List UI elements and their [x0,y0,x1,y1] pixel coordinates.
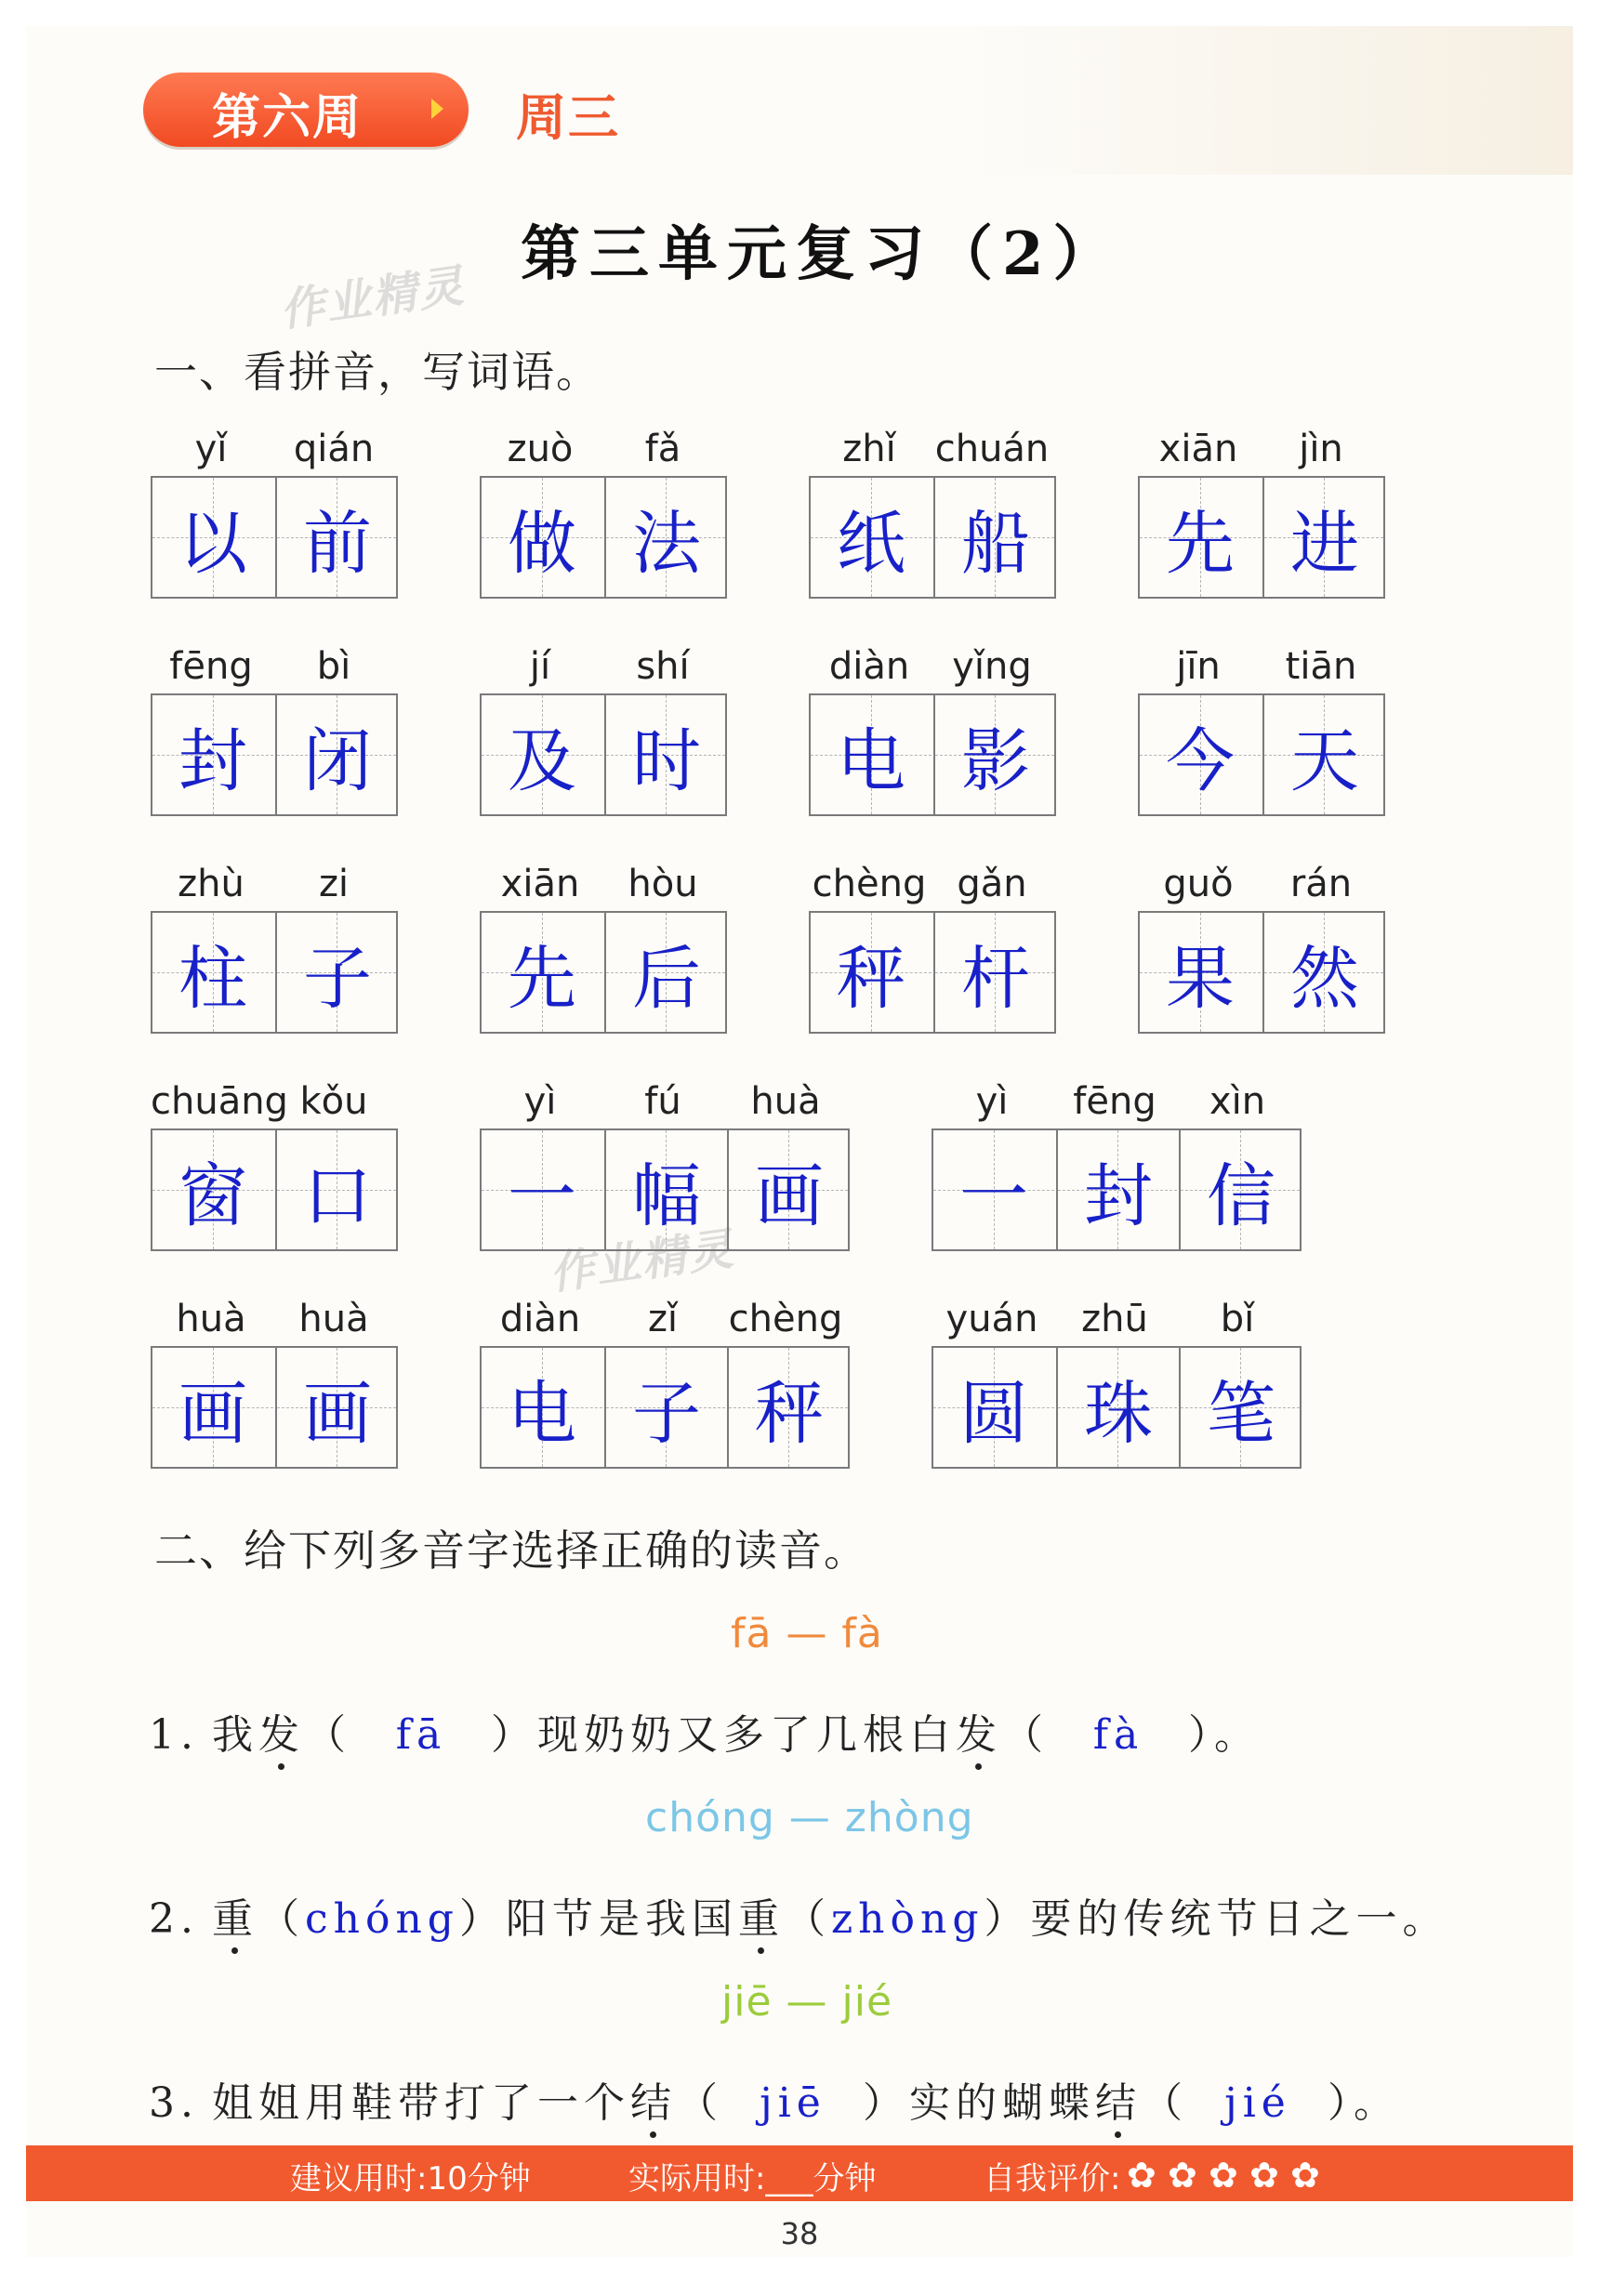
grid-cell[interactable] [1140,478,1261,597]
sentence-text: （ [784,1895,831,1943]
grid-cell[interactable] [1179,1130,1300,1249]
written-character: 后 [632,939,701,1019]
writing-grid [932,1346,1302,1469]
pinyin-label: tiān [1285,645,1357,688]
sentence-text: （ [1001,1711,1049,1759]
watermark-middle: 作业精灵 [546,1222,738,1300]
written-character: 电 [837,721,905,801]
grid-cell[interactable] [275,478,396,597]
sentence-text: （ [676,2079,723,2127]
grid-cell[interactable] [152,478,273,597]
star-icon[interactable]: ✿ [1249,2155,1279,2196]
pinyin-label: bì [316,645,351,688]
arrow-right-icon [431,99,443,119]
written-character: 果 [1166,939,1235,1019]
grid-cell[interactable] [275,695,396,814]
written-character: 封 [178,721,247,801]
grid-cell[interactable] [482,478,602,597]
page-title: 第三单元复习（2） [521,219,1122,289]
grid-cell[interactable] [604,1348,725,1467]
written-character: 法 [632,504,701,584]
star-icon[interactable]: ✿ [1209,2155,1238,2196]
written-character: 幅 [632,1156,701,1236]
answer-blank[interactable]: fā [395,1711,447,1759]
answer-blank[interactable]: fà [1092,1711,1144,1759]
grid-cell[interactable] [275,913,396,1032]
writing-grid [809,476,1056,599]
written-character: 珠 [1084,1374,1153,1454]
question-number: 1. [149,1711,199,1759]
writing-grid [480,1346,850,1469]
grid-cell[interactable] [604,478,725,597]
grid-cell[interactable] [482,913,602,1032]
grid-cell[interactable] [1262,695,1383,814]
question-number: 3. [149,2079,199,2127]
writing-grid [1138,476,1385,599]
grid-cell[interactable] [482,1348,602,1467]
polyphone-character: 结 [1095,2069,1142,2129]
writing-grid [151,1128,398,1251]
pinyin-label: jìn [1299,428,1343,470]
grid-cell[interactable] [811,695,932,814]
sentence-text: ）阳节是我国 [458,1895,738,1943]
grid-cell[interactable] [482,695,602,814]
answer-blank[interactable]: chóng [304,1895,459,1943]
question-sentence [149,1885,1448,1945]
pinyin-label: shí [636,645,690,688]
grid-cell[interactable] [275,1348,396,1467]
written-character: 时 [632,721,701,801]
grid-cell[interactable] [1140,695,1261,814]
section2-title: 二、给下列多音字选择正确的读音。 [154,1525,868,1576]
written-character: 一 [508,1156,576,1236]
writing-grid [809,693,1056,816]
writing-grid [932,1128,1302,1251]
grid-cell[interactable] [727,1348,848,1467]
pinyin-label: diàn [828,645,910,688]
written-character: 影 [961,721,1030,801]
suggested-time: 建议用时:10分钟 [290,2160,531,2197]
answer-blank[interactable]: jiē [760,2079,826,2127]
pinyin-label: huà [176,1298,246,1340]
star-icon[interactable]: ✿ [1168,2155,1197,2196]
pinyin-label: guǒ [1163,863,1234,905]
written-character: 今 [1166,721,1235,801]
answer-blank[interactable]: zhòng [830,1895,985,1943]
written-character: 圆 [959,1374,1028,1454]
pinyin-label: jí [529,645,551,688]
written-character: 然 [1290,939,1359,1019]
grid-cell[interactable] [933,478,1054,597]
pinyin-label: hòu [628,863,698,905]
written-character: 闭 [303,721,372,801]
grid-cell[interactable] [152,1130,273,1249]
pinyin-label: fú [644,1080,681,1123]
pinyin-label: zhǐ [842,428,896,470]
week-label: 第六周 [212,90,363,146]
section1-title: 一、看拼音，写词语。 [154,347,601,397]
written-character: 先 [1166,504,1235,584]
pinyin-choices: chóng — zhòng [645,1794,974,1841]
pinyin-label: yuán [945,1298,1038,1340]
watermark-top: 作业精灵 [276,259,469,337]
written-character: 画 [303,1374,372,1454]
written-character: 画 [178,1374,247,1454]
writing-grid [809,911,1056,1034]
written-character: 子 [303,939,372,1019]
grid-cell[interactable] [1179,1348,1300,1467]
pinyin-label: xìn [1209,1080,1266,1123]
writing-grid [480,1128,850,1251]
grid-cell[interactable] [604,1130,725,1249]
written-character: 做 [508,504,576,584]
question-sentence [149,2069,1400,2129]
pinyin-label: fǎ [644,428,681,470]
written-character: 杆 [961,939,1030,1019]
sentence-text: 姐姐用鞋带打了一个 [211,2079,630,2127]
grid-cell[interactable] [933,695,1054,814]
written-character: 柱 [178,939,247,1019]
writing-grid [480,693,727,816]
grid-cell[interactable] [1262,913,1383,1032]
written-character: 纸 [837,504,905,584]
writing-grid [151,693,398,816]
grid-cell[interactable] [933,1348,1054,1467]
sentence-text: ）现奶奶又多了几根白 [490,1711,956,1759]
written-character: 电 [508,1374,576,1454]
sentence-text: ）。 [1187,1711,1261,1759]
polyphone-character: 重 [738,1885,785,1945]
pinyin-label: kǒu [299,1080,368,1123]
pinyin-label: diàn [499,1298,581,1340]
pinyin-label: xiān [500,863,580,905]
star-icon[interactable]: ✿ [1127,2155,1156,2196]
writing-grid [151,476,398,599]
star-icon[interactable]: ✿ [1290,2155,1320,2196]
grid-cell[interactable] [1056,1130,1177,1249]
grid-cell[interactable] [1262,478,1383,597]
pinyin-label: chèng [812,863,927,905]
sentence-text: （ [304,1711,351,1759]
question-number: 2. [149,1895,199,1943]
pinyin-label: chèng [728,1298,843,1340]
grid-cell[interactable] [811,478,932,597]
pinyin-label: bǐ [1220,1298,1255,1340]
pinyin-label: chuán [934,428,1050,470]
grid-cell[interactable] [152,695,273,814]
pinyin-label: fēng [169,645,253,688]
written-character: 及 [508,721,576,801]
written-character: 一 [959,1156,1028,1236]
written-character: 信 [1207,1156,1275,1236]
writing-grid [151,911,398,1034]
grid-cell[interactable] [604,913,725,1032]
written-character: 笔 [1207,1374,1275,1454]
grid-cell[interactable] [1140,913,1261,1032]
written-character: 秤 [837,939,905,1019]
grid-cell[interactable] [152,913,273,1032]
pinyin-label: yì [975,1080,1009,1123]
grid-cell[interactable] [1056,1348,1177,1467]
written-character: 进 [1290,504,1359,584]
pinyin-label: xiān [1158,428,1238,470]
pinyin-choices: fā — fà [731,1610,883,1657]
pinyin-label: chuāng [151,1080,288,1123]
written-character: 先 [508,939,576,1019]
pinyin-label: fēng [1073,1080,1156,1123]
polyphone-character: 发 [956,1701,1002,1761]
written-character: 以 [178,504,247,584]
question-sentence [149,1701,1261,1761]
pinyin-label: zǐ [647,1298,679,1340]
pinyin-label: zi [318,863,350,905]
pinyin-choices: jiē — jié [721,1978,893,2025]
sentence-text: 我 [211,1711,258,1759]
grid-cell[interactable] [727,1130,848,1249]
writing-grid [480,911,727,1034]
written-character: 船 [961,504,1030,584]
polyphone-character: 结 [630,2069,677,2129]
day-label: 周三 [516,88,620,147]
actual-time: 实际用时:___分钟 [628,2160,877,2197]
pinyin-label: yǐ [194,428,228,470]
written-character: 秤 [755,1374,824,1454]
written-character: 前 [303,504,372,584]
page-number: 38 [780,2216,819,2251]
pinyin-label: jīn [1176,645,1221,688]
written-character: 口 [303,1156,372,1236]
sentence-text: （ [1141,2079,1188,2127]
written-character: 天 [1290,721,1359,801]
written-character: 窗 [178,1156,247,1236]
pinyin-label: gǎn [957,863,1027,905]
sentence-text: ）实的蝴蝶 [862,2079,1095,2127]
polyphone-character: 重 [212,1885,258,1945]
pinyin-label: zhù [178,863,244,905]
writing-grid [480,476,727,599]
writing-grid [151,1346,398,1469]
writing-grid [1138,693,1385,816]
self-evaluation-label: 自我评价: [984,2160,1121,2197]
pinyin-label: yì [523,1080,557,1123]
grid-cell[interactable] [482,1130,602,1249]
writing-grid [1138,911,1385,1034]
sentence-text: （ [258,1895,305,1943]
written-character: 封 [1084,1156,1153,1236]
pinyin-label: yǐng [952,645,1032,688]
pinyin-label: huà [298,1298,369,1340]
grid-cell[interactable] [933,913,1054,1032]
grid-cell[interactable] [275,1130,396,1249]
pinyin-label: rán [1289,863,1353,905]
sentence-text: ）。 [1327,2079,1400,2127]
grid-cell[interactable] [152,1348,273,1467]
answer-blank[interactable]: jié [1224,2079,1291,2127]
polyphone-character: 发 [258,1701,305,1761]
pinyin-label: zhū [1081,1298,1148,1340]
sentence-text: ）要的传统节日之一。 [984,1895,1449,1943]
pinyin-label: qián [293,428,375,470]
grid-cell[interactable] [811,913,932,1032]
grid-cell[interactable] [933,1130,1054,1249]
pinyin-label: huà [750,1080,821,1123]
written-character: 画 [755,1156,824,1236]
pinyin-label: zuò [507,428,574,470]
grid-cell[interactable] [604,695,725,814]
written-character: 子 [632,1374,701,1454]
